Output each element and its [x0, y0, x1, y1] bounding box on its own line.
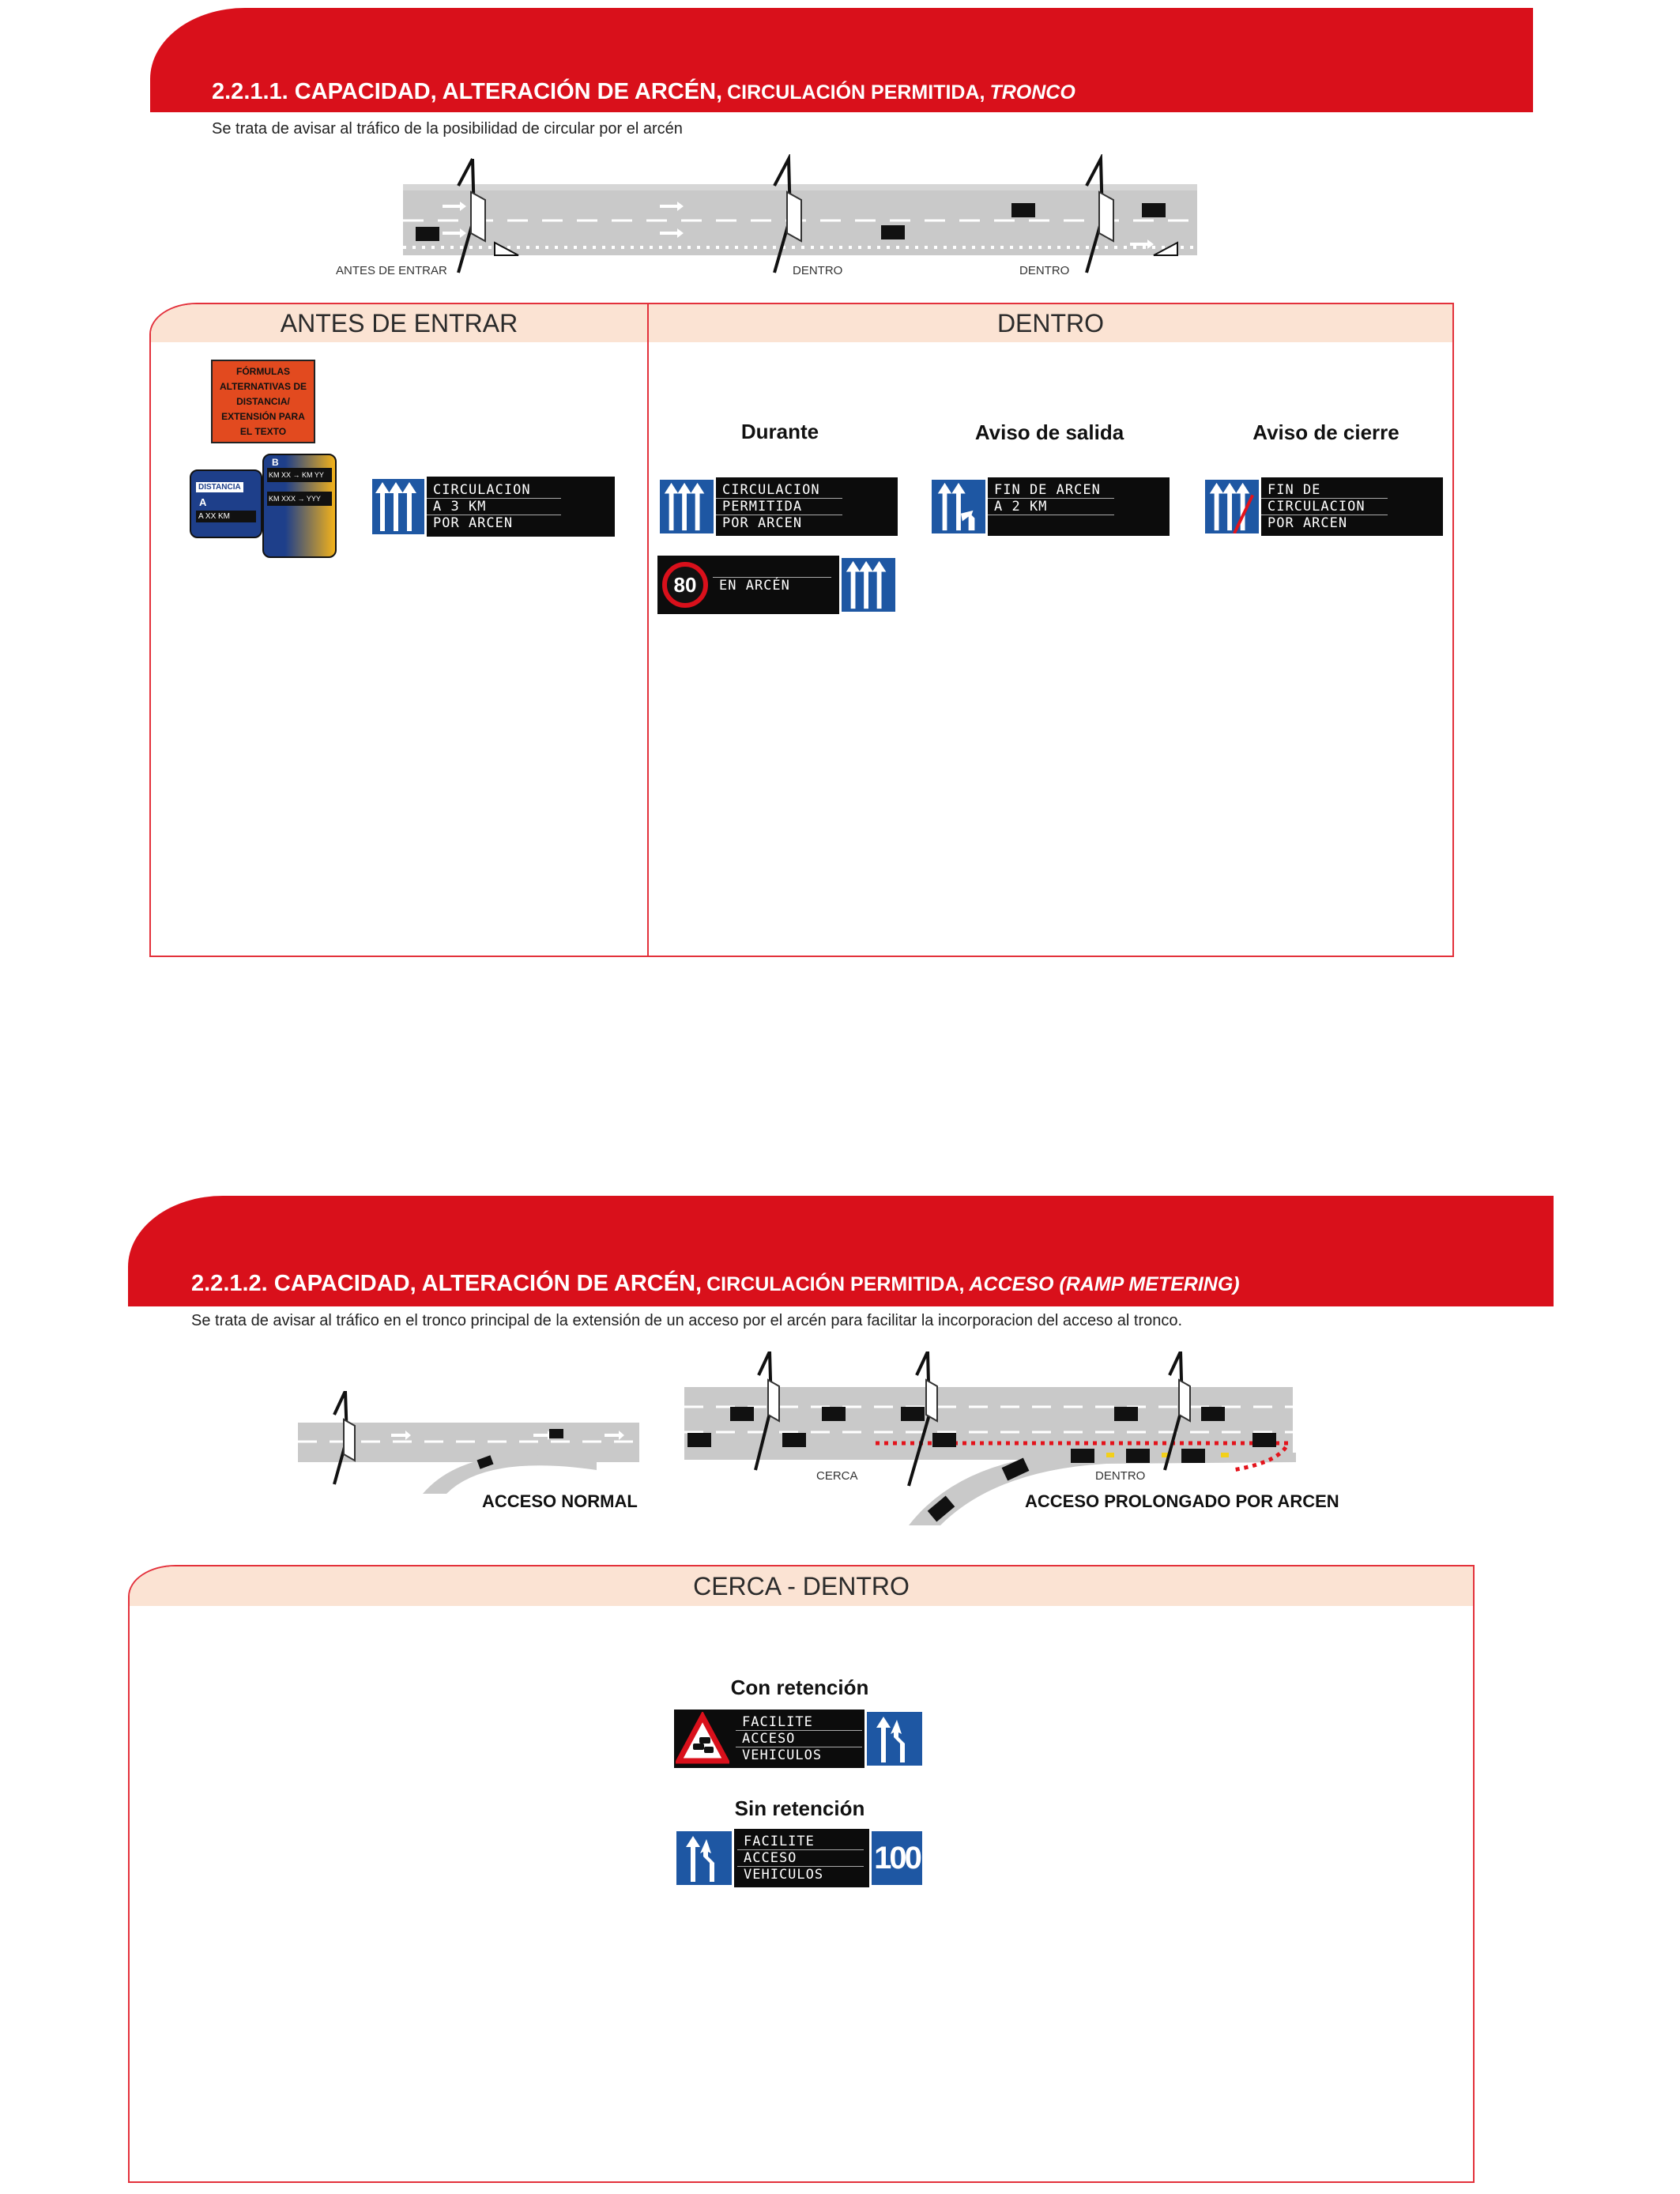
- vms-line: CIRCULACION: [1261, 499, 1388, 515]
- small-sign-a: [190, 469, 262, 538]
- section2-intro: Se trata de avisar al tráfico en el tronco principal de la extensión de un acceso por el arcén para facilitar la incorporacion del acceso al tronco.: [191, 1312, 1183, 1329]
- sign-a-letter: A: [199, 496, 207, 508]
- vms-line: CIRCULACION: [716, 482, 842, 499]
- speed-limit-value: 80: [673, 572, 697, 597]
- speed-limit-100-icon: [869, 1829, 925, 1887]
- vms-line: ACCESO: [737, 1850, 864, 1867]
- vms-line: CIRCULACION: [427, 482, 561, 499]
- vms-line: POR ARCEN: [1268, 515, 1348, 531]
- label-cerca: CERCA: [816, 1469, 858, 1483]
- vms-sign-aviso-cierre: [1203, 477, 1443, 536]
- diagram1-label-dentro-1: DENTRO: [793, 264, 843, 277]
- vms-line: FIN DE: [1261, 482, 1388, 499]
- vms-line: FACILITE: [737, 1834, 864, 1850]
- panel-title-dentro: DENTRO: [649, 304, 1452, 342]
- vms-line: VEHICULOS: [744, 1867, 824, 1883]
- vms-line: FACILITE: [736, 1714, 862, 1731]
- section1-intro: Se trata de avisar al tráfico de la posibilidad de circular por el arcén: [212, 120, 683, 138]
- lane-closed-icon: [1203, 477, 1261, 536]
- label-acceso-normal: ACCESO NORMAL: [482, 1491, 638, 1511]
- sign-a-line: A XX KM: [196, 511, 256, 522]
- three-arrows-icon: [839, 556, 898, 614]
- vms-line: [988, 515, 1114, 531]
- diagram1-label-antes: ANTES DE ENTRAR: [336, 264, 447, 277]
- congestion-warning-icon: [676, 1712, 729, 1766]
- title-con-retencion: Con retención: [730, 1676, 869, 1699]
- vms-sign-speed-80: [657, 556, 898, 614]
- sign-b-code: B: [272, 457, 279, 468]
- vms-sign-con-retencion: [674, 1710, 925, 1768]
- vms-line: ACCESO: [736, 1731, 862, 1747]
- speed-limit-icon: [662, 562, 708, 608]
- small-sign-b: [262, 454, 337, 558]
- panel-title-antes: ANTES DE ENTRAR: [151, 304, 647, 342]
- title-sin-retencion: Sin retención: [734, 1796, 865, 1820]
- access-normal-diagram: [296, 1391, 648, 1502]
- column-title-aviso-salida: Aviso de salida: [974, 420, 1124, 444]
- vms-sign-durante: [657, 477, 898, 536]
- exit-lane-icon: [929, 477, 988, 536]
- sign-a-header: DISTANCIA: [196, 482, 243, 492]
- section2-title: 2.2.1.2. CAPACIDAD, ALTERACIÓN DE ARCÉN, CIRCULACIÓN PERMITIDA, ACCESO (RAMP METERING): [191, 1271, 1240, 1296]
- label-acceso-prolongado: ACCESO PROLONGADO POR ARCEN: [1025, 1491, 1339, 1511]
- vms-line: A 3 KM: [427, 499, 561, 515]
- panel-title-cerca-dentro: CERCA - DENTRO: [130, 1566, 1473, 1606]
- vms-sign-sin-retencion: [674, 1829, 925, 1887]
- vms-line: POR ARCEN: [433, 515, 514, 531]
- section1-panel: [149, 303, 1454, 957]
- vms-line: PERMITIDA: [716, 499, 842, 515]
- orange-info-sign: [211, 360, 315, 443]
- vms-sign-circulacion-3km: [370, 477, 615, 537]
- three-arrows-icon: [370, 477, 427, 537]
- label-dentro: DENTRO: [1095, 1469, 1146, 1483]
- section1-panel-divider: [647, 303, 649, 957]
- speed-value-100: 100: [874, 1840, 920, 1875]
- diagram1-label-dentro-2: DENTRO: [1019, 264, 1070, 277]
- orange-sign-text: FÓRMULAS ALTERNATIVAS DE DISTANCIA/ EXTENSIÓN PARA EL TEXTO: [220, 365, 307, 437]
- vms-line: POR ARCEN: [722, 515, 803, 531]
- column-title-aviso-cierre: Aviso de cierre: [1252, 420, 1399, 444]
- vms-sign-aviso-salida: [929, 477, 1170, 536]
- section1-road-diagram: [316, 154, 1217, 285]
- vms-line: A 2 KM: [988, 499, 1114, 515]
- sign-b-line1: KM XX → KM YY: [267, 468, 332, 482]
- vms-line: EN ARCÉN: [713, 577, 831, 594]
- section1-title: 2.2.1.1. CAPACIDAD, ALTERACIÓN DE ARCÉN, CIRCULACIÓN PERMITIDA, TRONCO: [212, 79, 1075, 104]
- sign-b-line2: KM XXX → YYY: [267, 492, 332, 506]
- vms-line: FIN DE ARCEN: [988, 482, 1114, 499]
- vms-line: VEHICULOS: [742, 1747, 823, 1763]
- three-arrows-icon: [657, 477, 716, 536]
- merge-lanes-icon: [674, 1829, 734, 1887]
- merge-lanes-icon: [864, 1710, 925, 1768]
- column-title-durante: Durante: [740, 420, 819, 443]
